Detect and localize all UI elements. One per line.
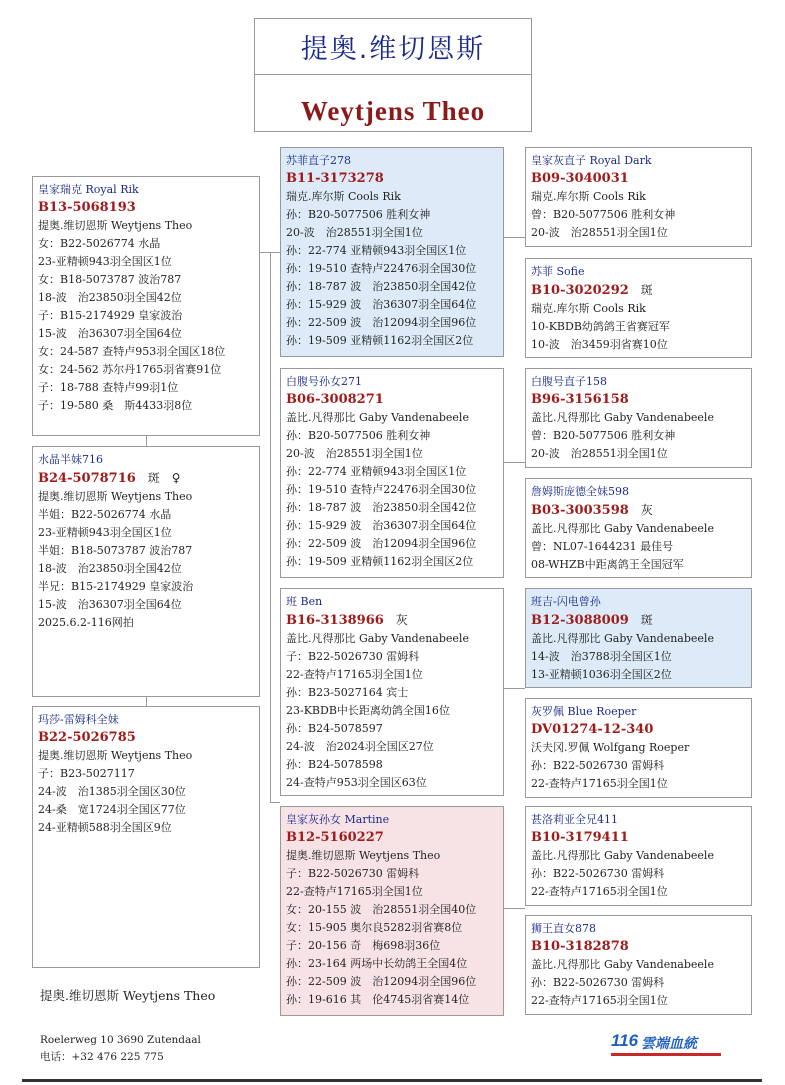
- card-line: 10-波 治3459羽省赛10位: [531, 338, 668, 351]
- card-line: 孙：B23-5027164 宾士: [286, 686, 409, 699]
- card-line: 子：B23-5027117: [38, 767, 135, 780]
- logo-text: 雲端血統: [641, 1036, 697, 1052]
- connector: [270, 252, 271, 802]
- color-tag: 斑 ♀: [147, 471, 181, 485]
- phone: 电话：+32 476 225 775: [40, 1051, 164, 1063]
- card-line: 孙：B20-5077506 胜利女神: [286, 208, 431, 221]
- card-line: 孙：22-509 波 治12094羽全国96位: [286, 316, 477, 329]
- card-line: 孙：23-164 两场中长幼鸽王全国4位: [286, 957, 468, 970]
- pedigree-card-ddd: [525, 915, 752, 1015]
- card-line: 子：B22-5026730 雷姆科: [286, 867, 420, 880]
- pedigree-card-sds: [525, 368, 752, 468]
- card-line: 瑞克.库尔斯 Cools Rik: [531, 302, 646, 315]
- card-line: 孙：22-509 波 治12094羽全国96位: [286, 537, 477, 550]
- card-lines: [531, 847, 746, 901]
- card-line: 20-波 治28551羽全国1位: [286, 226, 423, 239]
- pigeon-name: 班吉-闪电曾孙: [531, 595, 601, 608]
- card-line: 08-WHZB中距离鸽王全国冠军: [531, 558, 684, 571]
- pedigree-card-sdd: [525, 478, 752, 578]
- card-line: 提奥.维切恩斯 Weytjens Theo: [38, 749, 193, 762]
- card-line: 孙：19-509 亚精顿1162羽全国区2位: [286, 555, 474, 568]
- card-line: 20-波 治28551羽全国1位: [531, 226, 668, 239]
- color-tag: 斑: [640, 613, 653, 627]
- pigeon-name: 狮王直女878: [531, 922, 596, 935]
- card-lines: [531, 956, 746, 1010]
- card-line: 盖比.凡得那比 Gaby Vandenabeele: [531, 958, 714, 971]
- ring-number: B13-5068193: [38, 200, 136, 215]
- ring-number: B16-3138966 灰: [286, 613, 408, 628]
- card-line: 子：B15-2174929 皇家波治: [38, 309, 183, 322]
- card-line: 24-查特卢953羽全国区63位: [286, 776, 427, 789]
- ring-number: B12-5160227: [286, 830, 384, 845]
- card-line: 15-波 治36307羽全国64位: [38, 598, 182, 611]
- pedigree-card-ss: [280, 147, 504, 357]
- ring-number: B06-3008271: [286, 392, 384, 407]
- pigeon-name: 白腹号直子158: [531, 375, 607, 388]
- pigeon-name: 苏菲直子278: [286, 154, 351, 167]
- card-lines: [286, 409, 498, 571]
- card-lines: [38, 747, 254, 837]
- card-line: 24-波 治1385羽全国区30位: [38, 785, 186, 798]
- connector: [504, 688, 525, 689]
- card-line: 2025.6.2-116网拍: [38, 616, 134, 629]
- card-line: 沃夫冈.罗佩 Wolfgang Roeper: [531, 741, 690, 754]
- card-line: 22-查特卢17165羽全国1位: [531, 777, 668, 790]
- title-english: Weytjens Theo: [300, 95, 486, 126]
- card-line: 女：20-155 波 治28551羽全国40位: [286, 903, 477, 916]
- pigeon-name: 白腹号孙女271: [286, 375, 362, 388]
- card-line: 10-KBDB幼鸽鸽王省赛冠军: [531, 320, 670, 333]
- card-line: 孙：19-509 亚精顿1162羽全国区2位: [286, 334, 474, 347]
- ring-number: DV01274-12-340: [531, 722, 654, 737]
- card-line: 孙：B22-5026730 雷姆科: [531, 867, 665, 880]
- card-line: 女：B22-5026774 水晶: [38, 237, 161, 250]
- card-line: 孙：18-787 波 治23850羽全国42位: [286, 280, 477, 293]
- card-line: 孙：B24-5078598: [286, 758, 383, 771]
- ring-number: B10-3182878: [531, 939, 629, 954]
- card-line: 孙：B20-5077506 胜利女神: [286, 429, 431, 442]
- card-line: 23-亚精顿943羽全国区1位: [38, 526, 172, 539]
- card-lines: [286, 630, 498, 792]
- card-line: 孙：B22-5026730 雷姆科: [531, 759, 665, 772]
- ring-number: B11-3173278: [286, 171, 384, 186]
- ring-number: B12-3088009 斑: [531, 613, 653, 628]
- card-lines: [286, 847, 498, 1009]
- card-lines: [531, 630, 746, 684]
- pedigree-card-dd: [280, 806, 504, 1016]
- card-line: 24-波 治2024羽全国区27位: [286, 740, 434, 753]
- color-tag: 斑: [640, 283, 653, 297]
- connector: [504, 908, 525, 909]
- card-line: 瑞克.库尔斯 Cools Rik: [286, 190, 401, 203]
- card-line: 半姐：B18-5073787 波治787: [38, 544, 193, 557]
- pedigree-card-dss: [525, 588, 752, 688]
- card-line: 13-亚精顿1036羽全国区2位: [531, 668, 672, 681]
- connector: [270, 802, 280, 803]
- card-line: 提奥.维切恩斯 Weytjens Theo: [38, 490, 193, 503]
- pedigree-card-sss: [525, 147, 752, 247]
- pigeon-name: 班 Ben: [286, 595, 323, 608]
- card-line: 18-波 治23850羽全国42位: [38, 291, 182, 304]
- card-line: 子：19-580 桑 斯4433羽8位: [38, 399, 193, 412]
- pigeon-name: 灰罗佩 Blue Roeper: [531, 705, 637, 718]
- card-line: 子：20-156 奇 梅698羽36位: [286, 939, 441, 952]
- card-line: 20-波 治28551羽全国1位: [531, 447, 668, 460]
- pedigree-card-dam2: [32, 706, 260, 968]
- card-line: 瑞克.库尔斯 Cools Rik: [531, 190, 646, 203]
- card-line: 曾：NL07-1644231 最佳号: [531, 540, 674, 553]
- ring-number: B09-3040031: [531, 171, 629, 186]
- card-line: 孙：15-929 波 治36307羽全国64位: [286, 298, 477, 311]
- card-line: 23-KBDB中长距离幼鸽全国16位: [286, 704, 450, 717]
- ring-number: B10-3179411: [531, 830, 629, 845]
- pigeon-name: 苏菲 Sofie: [531, 265, 585, 278]
- pigeon-name: 水晶半妹716: [38, 453, 103, 466]
- card-lines: [531, 188, 746, 242]
- pigeon-name: 皇家灰直子 Royal Dark: [531, 154, 652, 167]
- card-line: 子：18-788 查特卢99羽1位: [38, 381, 179, 394]
- card-line: 曾：B20-5077506 胜利女神: [531, 429, 676, 442]
- card-line: 盖比.凡得那比 Gaby Vandenabeele: [531, 849, 714, 862]
- ring-number: B03-3003598 灰: [531, 503, 653, 518]
- pedigree-card-ds: [280, 588, 504, 796]
- pigeon-name: 甚洛莉亚全兄411: [531, 813, 618, 826]
- card-line: 盖比.凡得那比 Gaby Vandenabeele: [531, 411, 714, 424]
- card-line: 24-亚精顿588羽全国区9位: [38, 821, 172, 834]
- card-line: 15-波 治36307羽全国64位: [38, 327, 182, 340]
- address: Roelerweg 10 3690 Zutendaal: [40, 1034, 201, 1046]
- title-box: [254, 18, 532, 132]
- pedigree-card-ssd: [525, 258, 752, 358]
- connector: [504, 462, 525, 463]
- card-line: 孙：19-510 查特卢22476羽全国30位: [286, 483, 477, 496]
- pedigree-card-dds: [525, 806, 752, 906]
- pigeon-name: 皇家灰孙女 Martine: [286, 813, 390, 826]
- ring-number: B22-5026785: [38, 730, 136, 745]
- logo-number: 116: [611, 1031, 639, 1050]
- card-lines: [531, 300, 746, 354]
- card-line: 半兄：B15-2174929 皇家波治: [38, 580, 194, 593]
- pigeon-name: 玛莎-雷姆科全妹: [38, 713, 119, 726]
- pigeon-name: 詹姆斯庞德全妹598: [531, 485, 629, 498]
- color-tag: 灰: [395, 613, 408, 627]
- card-line: 女：24-587 查特卢953羽全国区18位: [38, 345, 226, 358]
- card-lines: [531, 409, 746, 463]
- card-line: 孙：22-774 亚精顿943羽全国区1位: [286, 244, 467, 257]
- card-lines: [38, 488, 254, 632]
- card-line: 22-查特卢17165羽全国1位: [531, 994, 668, 1007]
- pedigree-card-sd: [280, 368, 504, 578]
- pedigree-card-dsd: [525, 698, 752, 798]
- card-line: 盖比.凡得那比 Gaby Vandenabeele: [286, 632, 469, 645]
- connector: [146, 697, 147, 706]
- card-line: 孙：18-787 波 治23850羽全国42位: [286, 501, 477, 514]
- pedigree-card-sire: [32, 176, 260, 436]
- pigeon-name: 皇家瑞克 Royal Rik: [38, 183, 139, 196]
- card-line: 半姐：B22-5026774 水晶: [38, 508, 172, 521]
- card-line: 提奥.维切恩斯 Weytjens Theo: [286, 849, 441, 862]
- card-line: 23-亚精顿943羽全国区1位: [38, 255, 172, 268]
- card-lines: [38, 217, 254, 415]
- card-line: 14-波 治3788羽全国区1位: [531, 650, 672, 663]
- card-line: 孙：15-929 波 治36307羽全国64位: [286, 519, 477, 532]
- card-line: 女：B18-5073787 波治787: [38, 273, 182, 286]
- card-lines: [286, 188, 498, 350]
- owner-name: 提奥.维切恩斯 Weytjens Theo: [40, 988, 216, 1003]
- card-line: 24-桑 宽1724羽全国区77位: [38, 803, 186, 816]
- card-line: 盖比.凡得那比 Gaby Vandenabeele: [531, 632, 714, 645]
- card-line: 子：B22-5026730 雷姆科: [286, 650, 420, 663]
- logo: [611, 1031, 723, 1057]
- card-line: 孙：19-616 其 伦4745羽省赛14位: [286, 993, 470, 1006]
- card-line: 女：15-905 奥尔良5282羽省赛8位: [286, 921, 463, 934]
- ring-number: B10-3020292 斑: [531, 283, 653, 298]
- title-chinese: 提奥.维切恩斯: [255, 19, 531, 75]
- card-line: 22-查特卢17165羽全国1位: [531, 885, 668, 898]
- color-tag: 灰: [640, 503, 653, 517]
- card-line: 提奥.维切恩斯 Weytjens Theo: [38, 219, 193, 232]
- connector: [146, 436, 147, 446]
- card-lines: [531, 739, 746, 793]
- card-line: 孙：B22-5026730 雷姆科: [531, 976, 665, 989]
- card-line: 盖比.凡得那比 Gaby Vandenabeele: [286, 411, 469, 424]
- card-line: 曾：B20-5077506 胜利女神: [531, 208, 676, 221]
- card-line: 孙：19-510 查特卢22476羽全国30位: [286, 262, 477, 275]
- card-line: 18-波 治23850羽全国42位: [38, 562, 182, 575]
- footer-rule: [22, 1079, 762, 1082]
- card-line: 盖比.凡得那比 Gaby Vandenabeele: [531, 522, 714, 535]
- connector: [504, 237, 525, 238]
- card-line: 女：24-562 苏尔丹1765羽省赛91位: [38, 363, 222, 376]
- card-line: 孙：22-774 亚精顿943羽全国区1位: [286, 465, 467, 478]
- card-line: 孙：22-509 波 治12094羽全国96位: [286, 975, 477, 988]
- contact-info: [40, 1032, 201, 1066]
- ring-number: B24-5078716 斑 ♀: [38, 471, 181, 486]
- card-line: 22-查特卢17165羽全国1位: [286, 885, 423, 898]
- pedigree-card-dam: [32, 446, 260, 697]
- card-lines: [531, 520, 746, 574]
- logo-underline: [611, 1053, 721, 1056]
- ring-number: B96-3156158: [531, 392, 629, 407]
- card-line: 22-查特卢17165羽全国1位: [286, 668, 423, 681]
- card-line: 孙：B24-5078597: [286, 722, 383, 735]
- card-line: 20-波 治28551羽全国1位: [286, 447, 423, 460]
